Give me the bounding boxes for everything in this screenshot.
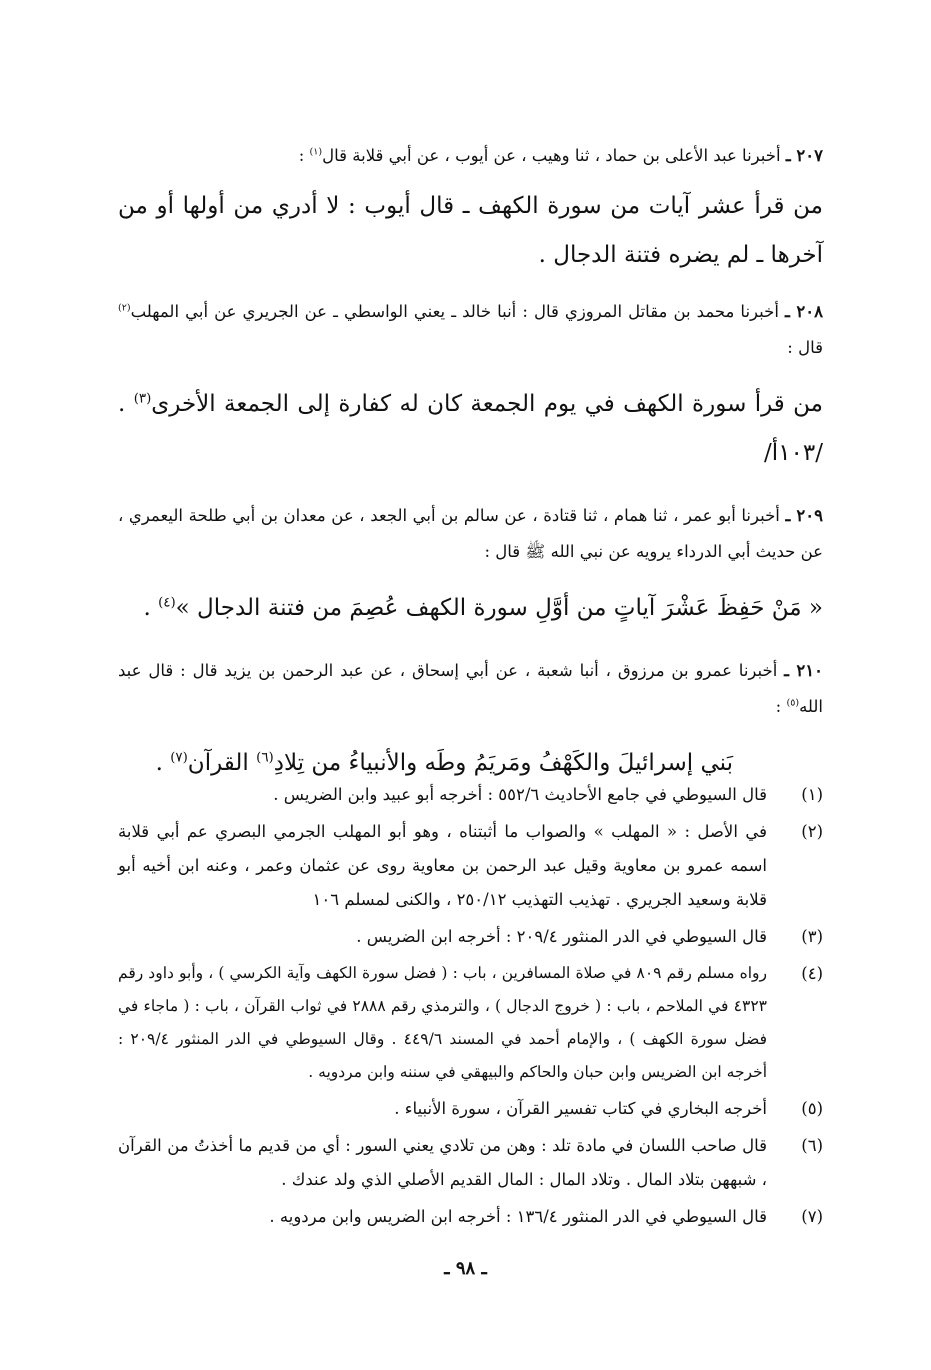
hadith-entry-209	[118, 498, 823, 633]
footnote-text: قال السيوطي في الدر المنثور ١٣٦/٤ : أخرجه ابن الضريس وابن مردويه .	[269, 1207, 767, 1226]
hadith-entry-210	[118, 653, 823, 788]
footnotes	[118, 778, 823, 1237]
footnote-ref[interactable]: (١)	[309, 146, 323, 158]
footnote-number: (٢)	[801, 822, 823, 841]
footnote-ref[interactable]: (٧)	[170, 750, 188, 766]
footnote-text: قال السيوطي في الدر المنثور ٢٠٩/٤ : أخرجه ابن الضريس .	[356, 927, 767, 946]
isnad-text: أخبرنا عبد الأعلى بن حماد ، ثنا وهيب ، عن أيوب ، عن أبي قلابة قال	[322, 146, 781, 165]
isnad-end: :	[775, 697, 787, 716]
hadith-number: ٢١٠ ـ	[784, 661, 823, 680]
matn-text: من قرأ عشر آيات من سورة الكهف ـ قال أيوب : لا أدري من أولها أو من آخرها ـ لم يضره فتنة الدجال .	[118, 193, 823, 268]
footnote-2	[118, 815, 823, 917]
matn-text-mid: القرآن	[187, 750, 257, 776]
footnote-number: (٧)	[801, 1207, 823, 1226]
footnote-7	[118, 1200, 823, 1234]
footnote-number: (٥)	[801, 1099, 823, 1118]
matn-end: .	[143, 595, 159, 621]
footnote-text: قال صاحب اللسان في مادة تلد : وهن من تلادي يعني السور : أي من قديم ما أخذتُ من القرآن ، شبههن بتلاد المال . وتلاد المال : المال القديم الأصلي الذي ولد عندك .	[118, 1136, 767, 1189]
matn-text: من قرأ سورة الكهف في يوم الجمعة كان له كفارة إلى الجمعة الأخرى	[151, 391, 823, 417]
hadith-entries	[118, 138, 823, 808]
matn-text: بَني إسرائيلَ والكَهْفُ ومَريَمُ وطَه والأنبياءُ من تِلادِ	[273, 750, 733, 776]
hadith-number: ٢٠٩ ـ	[785, 506, 823, 525]
isnad	[118, 138, 823, 174]
footnote-text: في الأصل : « المهلب » والصواب ما أثبتناه ، وهو أبو المهلب الجرمي البصري عم أبي قلابة اسمه عمرو بن معاوية وقيل عبد الرحمن بن معاوية روى عن عثمان وعمر ، وعنه ابن أخيه أبو قلابة وسعيد الجريري . تهذيب التهذيب ٢٥٠/١٢ ، والكنى لمسلم ١٠٦	[118, 822, 767, 909]
matn	[118, 380, 823, 478]
page-number: ـ ٩٨ ـ	[444, 1258, 487, 1279]
footnote-ref[interactable]: (٢)	[118, 302, 131, 314]
isnad-text: أخبرنا محمد بن مقاتل المروزي قال : أنبا خالد ـ يعني الواسطي ـ عن الجريري عن أبي المهلب	[130, 302, 779, 321]
footnote-number: (٦)	[801, 1136, 823, 1155]
footnote-text: رواه مسلم رقم ٨٠٩ في صلاة المسافرين ، باب : ( فضل سورة الكهف وآية الكرسي ) ، وأبو داود رقم ٤٣٢٣ في الملاحم ، باب : ( خروج الدجال ) ، والترمذي رقم ٢٨٨٨ في ثواب القرآن ، باب : ( ماجاء في فضل سورة الكهف ) ، والإمام أحمد في المسند ٤٤٩/٦ . وقال السيوطي في الدر المنثور ٢٠٩/٤ : أخرجه ابن الضريس وابن حبان والحاكم والبيهقي في سننه وابن مردويه .	[118, 964, 767, 1081]
matn	[118, 584, 823, 633]
footnote-ref[interactable]: (٥)	[786, 697, 800, 709]
footnote-4	[118, 957, 823, 1089]
footnote-ref[interactable]: (٤)	[158, 595, 176, 611]
footnote-number: (٤)	[801, 964, 823, 983]
footnote-6	[118, 1129, 823, 1197]
isnad	[118, 653, 823, 725]
isnad-end: قال :	[787, 338, 823, 357]
isnad	[118, 498, 823, 570]
isnad	[118, 294, 823, 366]
footnote-5	[118, 1092, 823, 1126]
footnote-text: قال السيوطي في جامع الأحاديث ٥٥٢/٦ : أخرجه أبو عبيد وابن الضريس .	[273, 785, 767, 804]
matn-end: .	[155, 750, 171, 776]
hadith-number: ٢٠٨ ـ	[785, 302, 823, 321]
hadith-number: ٢٠٧ ـ	[785, 146, 823, 165]
footnote-1	[118, 778, 823, 812]
hadith-entry-207	[118, 138, 823, 280]
footnote-text: أخرجه البخاري في كتاب تفسير القرآن ، سورة الأنبياء .	[394, 1099, 767, 1118]
hadith-entry-208	[118, 294, 823, 478]
footnote-ref[interactable]: (٣)	[133, 391, 152, 407]
footnote-ref[interactable]: (٦)	[256, 750, 274, 766]
isnad-text: أخبرنا أبو عمر ، ثنا همام ، ثنا قتادة ، عن سالم بن أبي الجعد ، عن معدان بن أبي طلحة اليعمري ، عن حديث أبي الدرداء يرويه عن نبي الله ﷺ قال :	[118, 506, 823, 561]
matn-text: « مَنْ حَفِظَ عَشْرَ آياتٍ من أوَّلِ سورة الكهف عُصِمَ من فتنة الدجال »	[175, 595, 823, 621]
footnote-number: (١)	[801, 785, 823, 804]
folio-marker: . /١٠٣أ/	[118, 391, 823, 466]
isnad-text: أخبرنا عمرو بن مرزوق ، أنبا شعبة ، عن أبي إسحاق ، عن عبد الرحمن بن يزيد قال : قال عبد الله	[118, 661, 823, 716]
isnad-end: :	[298, 146, 310, 165]
footnote-3	[118, 920, 823, 954]
footnote-number: (٣)	[801, 927, 823, 946]
